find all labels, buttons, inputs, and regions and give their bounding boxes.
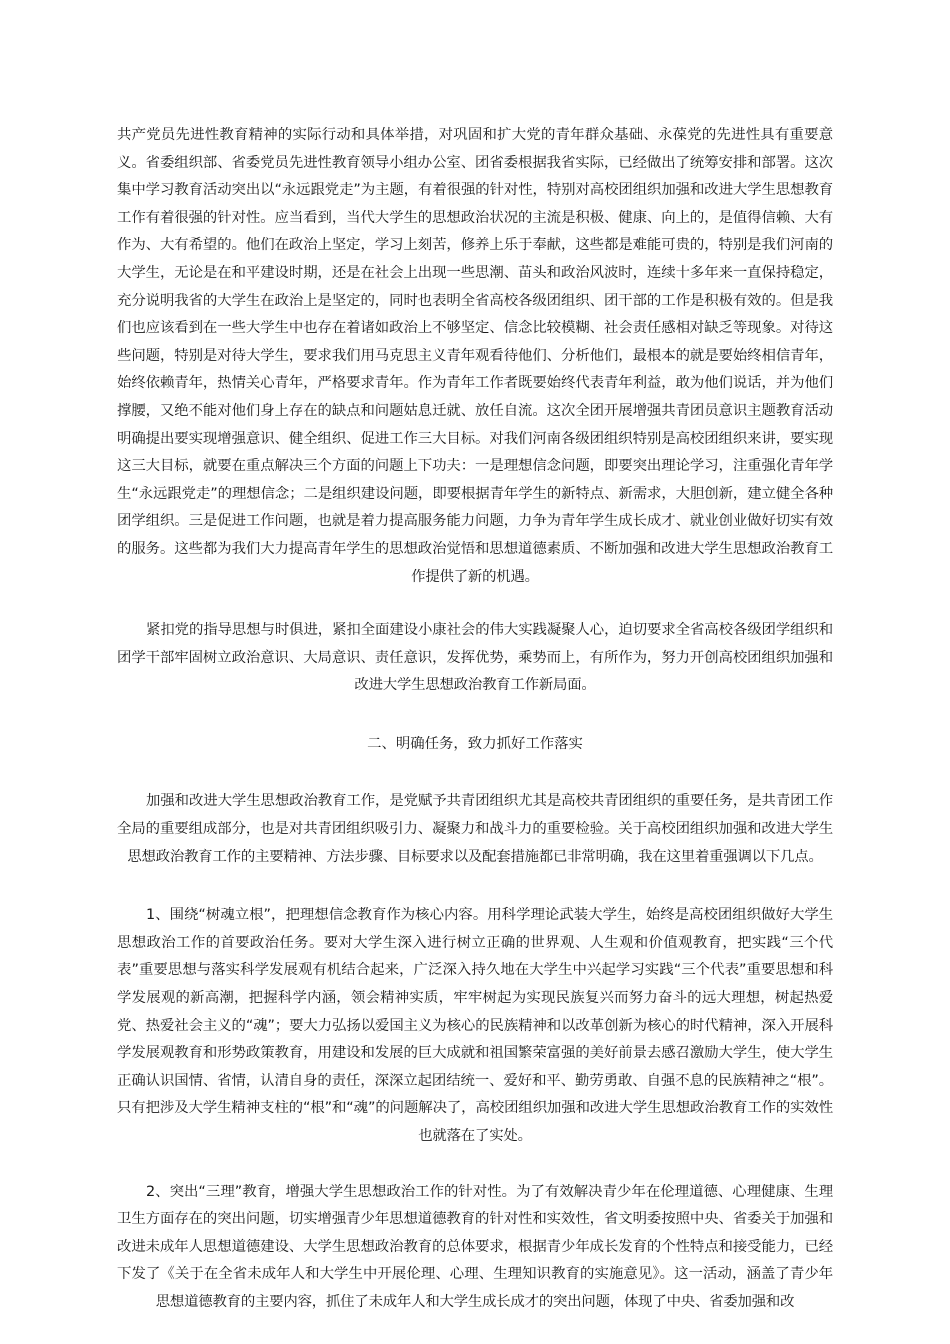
paragraph-point-two: 2、突出“三理”教育，增强大学生思想政治工作的针对性。为了有效解决青少年在伦理道德、心理健康、生理卫生方面存在的突出问题，切实增强青少年思想道德教育的针对性和实效性，省文明委按照中央、省委关于加强和改进未成年人思想道德建设、大学生思想政治教育的总体要求，根据青少年成长发育的个性特点和接受能力，已经下发了《关于在全省未成年人和大学生中开展伦理、心理、生理知识教育的实施意见》。这一活动，涵盖了青少年思想道德教育的主要内容，抓住了未成年人和大学生成长成才的突出问题，体现了中央、省委加强和改: [117, 1183, 833, 1310]
paragraph-spacer: [117, 758, 833, 788]
paragraph-spacer: [117, 871, 833, 902]
section-heading-two: 二、明确任务，致力抓好工作落实: [367, 735, 583, 752]
paragraph-keep-pace: 紧扣党的指导思想与时俱进，紧扣全面建设小康社会的伟大实践凝聚人心，迫切要求全省高校各级团学组织和团学干部牢固树立政治意识、大局意识、责任意识，发挥优势，乘势而上，有所作为，努力开创高校团组织加强和改进大学生思想政治教育工作新局面。: [117, 622, 833, 694]
paragraph-spacer: [117, 591, 833, 617]
paragraph-spacer: [117, 700, 833, 731]
paragraph-party-education: 共产党员先进性教育精神的实际行动和具体举措，对巩固和扩大党的青年群众基础、永葆党的先进性具有重要意义。省委组织部、省委党员先进性教育领导小组办公室、团省委根据我省实际，已经做出了统筹安排和部署。这次集中学习教育活动突出以“永远跟党走”为主题，有着很强的针对性，特别对高校团组织加强和改进大学生思想教育工作有着很强的针对性。应当看到，当代大学生的思想政治状况的主流是积极、健康、向上的，是值得信赖、大有作为、大有希望的。他们在政治上坚定，学习上刻苦，修养上乐于奉献，这些都是难能可贵的，特别是我们河南的大学生，无论是在和平建设时期，还是在社会上出现一些思潮、苗头和政治风波时，连续十多年来一直保持稳定，充分说明我省的大学生在政治上是坚定的，同时也表明全省高校各级团组织、团干部的工作是积极有效的。但是我们也应该看到在一些大学生中也存在着诸如政治上不够坚定、信念比较模糊、社会责任感相对缺乏等现象。对待这些问题，特别是对待大学生，要求我们用马克思主义青年观看待他们、分析他们，最根本的就是要始终相信青年，始终依赖青年，热情关心青年，严格要求青年。作为青年工作者既要始终代表青年利益，敢为他们说话，并为他们撑腰，又绝不能对他们身上存在的缺点和问题姑息迁就、放任自流。这次全团开展增强共青团员意识主题教育活动明确提出要实现增强意识、健全组织、促进工作三大目标。对我们河南各级团组织特别是高校团组织来讲，要实现这三大目标，就要在重点解决三个方面的问题上下功夫：一是理想信念问题，即要突出理论学习，注重强化青年学生“永远跟党走”的理想信念；二是组织建设问题，即要根据青年学生的新特点、新需求，大胆创新，建立健全各种团学组织。三是促进工作问题，也就是着力提高服务能力问题，力争为青年学生成长成才、就业创业做好切实有效的服务。这些都为我们大力提高青年学生的思想政治觉悟和思想道德素质、不断加强和改进大学生思想政治教育工作提供了新的机遇。: [117, 127, 833, 585]
paragraph-spacer: [117, 1151, 833, 1179]
document-body: [117, 122, 833, 1317]
paragraph-strengthen-work: 加强和改进大学生思想政治教育工作，是党赋予共青团组织尤其是高校共青团组织的重要任务，是共青团工作全局的重要组成部分，也是对共青团组织吸引力、凝聚力和战斗力的重要检验。关于高校团组织加强和改进大学生思想政治教育工作的主要精神、方法步骤、目标要求以及配套措施都已非常明确，我在这里着重强调以下几点。: [117, 793, 833, 865]
paragraph-point-one: 1、围绕“树魂立根”，把理想信念教育作为核心内容。用科学理论武装大学生，始终是高校团组织做好大学生思想政治工作的首要政治任务。要对大学生深入进行树立正确的世界观、人生观和价值观教育，把实践“三个代表”重要思想与落实科学发展观有机结合起来，广泛深入持久地在大学生中兴起学习实践“三个代表”重要思想和科学发展观的新高潮，把握科学内涵，领会精神实质，牢牢树起为实现民族复兴而努力奋斗的远大理想，树起热爱党、热爱社会主义的“魂”；要大力弘扬以爱国主义为核心的民族精神和以改革创新为核心的时代精神，深入开展科学发展观教育和形势政策教育，用建设和发展的巨大成就和祖国繁荣富强的美好前景去感召激励大学生，使大学生正确认识国情、省情，认清自身的责任，深深立起团结统一、爱好和平、勤劳勇敢、自强不息的民族精神之“根”。只有把涉及大学生精神支柱的“根”和“魂”的问题解决了，高校团组织加强和改进大学生思想政治教育工作的实效性也就落在了实处。: [117, 907, 833, 1144]
